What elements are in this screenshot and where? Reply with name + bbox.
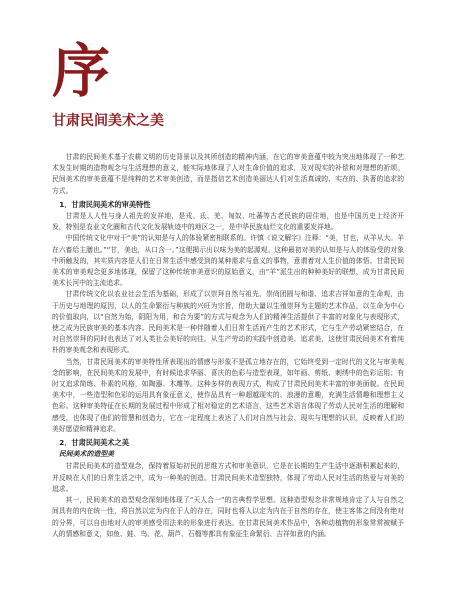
paragraph: 甘肃传统文化以农业社会生活为基础，形成了以崇拜自然与祖先、崇尚团圆与和谐、追求吉祥如意的生命观，由于历史与地理的原因，以人的生命繁衍与种族的兴旺为宗旨，借助大量以生殖崇拜为主题的艺术作品，以生命为中心的价值取向，以“自然为始，阴阳为用，和合为要”的方式与观念为人们的精神生活提供了丰富的对象化与表现形式，使之成为民族审美的基本内容。民间美术是一种伴随着人们日常生活而产生的艺术形式，它与生产劳动紧密结合，在对自然崇拜的同时也表达了对人类社会美好的向往。从生产劳动的实践中创造美、追求美，这使甘肃民间美术有着纯朴的审美观念和表现形式。 <box>52 290 404 355</box>
chapter-title: 序 <box>52 37 111 105</box>
paragraph: 中国传统文化中对于“美”的认知是与人的体验紧密相联系的。许慎《说文解字》注释：“美，甘也，从羊从大。羊在六畜给主膳也。”“甘，美也，从口含一。”这便揭示出以味为美的起源观。这种最初对美的认知是与人的体验受的对象中所触发的，其实质内容是人们在日常生活中感受到的某种需求与意义的事物，意谓着对人生价值的体悟。甘肃民间美术的审美观念更多地体现，保留了这种传统审美意识的原始意义，由“羊”派生出的种种美好的联想，成为甘肃民间美术长河中的主流追求。 <box>52 234 404 288</box>
paragraph: 当然，甘肃民间美术的审美特性所表现出的情感与形象不是孤立地存在的，它始终受到一定时代的文化与审美观念的影响，在民间美术的发展中，有时候追求华丽、喜庆的色彩与造型表现，如年画、剪纸、刺绣中的色彩运用；有时又追求简练、朴素的风格，如陶器、木雕等。这种多样的表现方式，构成了甘肃民间美术丰富的审美面貌。在民间美术中，一些造型和色彩的运用具有象征意义，使作品具有一种超越现实的、浪漫的意趣，充满生活情趣和理想主义色彩。这种审美特征在长期的发展过程中形成了相对稳定的艺术语言，这些艺术语言体现了劳动人民对生活的理解和感受，也体现了他们的智慧和创造力，它在一定程度上表达了人们对自然与社会、现实与理想的认识，反映着人们的美好愿望和精神追求。 <box>52 357 404 433</box>
paragraph: 甘肃的民间美术基于农耕文明的历史背景以及其所创造的精神内涵，在它的审美意蕴中较为突出地体现了一种艺术发生时期的造物观念与生活理想的意义，能实际地体现了人对生命价值的追求，及对现实的补偿和对理想的祈颂。民间美术的审美意蕴不是纯粹的艺术审美创造，而是指信艺术创造美丽达人们对生活真诚的、实在的、执著的追求的方式。 <box>52 153 404 195</box>
subsection-heading: 民间美术的造型美 <box>58 450 115 459</box>
paragraph: 甘肃民间美术的造型观念，保持着原始初民的思维方式和审美意识，它是在长期的生产生活中逐渐积累起来的，并反映在人们的日常生活之中，成为一种美的创造。甘肃民间美术造型独特，体现了劳动人民对生活的热爱与对美的追求。 <box>52 462 404 493</box>
body-text <box>52 152 404 540</box>
section-heading: 2．甘肃民间美术之美 <box>59 438 129 448</box>
paragraph: 其一，民间美术的造型观念深刻地体现了“天人合一”的古典哲学思想。这种造型观念非常规地肯定了人与自然之间具有的内在统一性，将自然以定为内在于人的存在，同时也将人以定为内在于自然的存在，使主客体之间没有绝对的分界，可以自由地对人的审美感受用法来的形象进行表达。在甘肃民间美术作品中，各种动植物的形象常常被赋予人的情感和意义，如鱼、蛙、鸟、花、葫芦、石榴等都具有象征生命繁衍、吉祥如意的内涵。 <box>52 496 404 538</box>
paragraph: 甘肃是人人性与身人祖先的发祥地，是戎、氐、羌、匈奴、吐蕃等古老民族的居住地，也是中国历史上经济开发，特别是农业文化圈和古代文化发展轨迹中的地区之一，是中华民族灿烂文化的重要发祥地。 <box>52 212 404 232</box>
section-heading: 1．甘肃民间美术的审美特性 <box>59 199 151 209</box>
chapter-subtitle: 甘肃民间美术之美 <box>52 113 164 129</box>
